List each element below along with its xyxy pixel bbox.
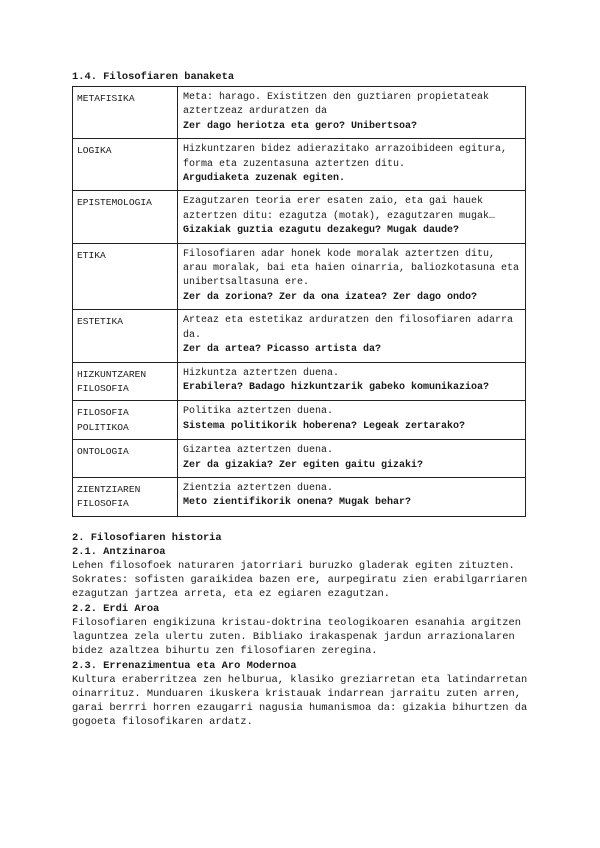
branch-name-cell: FILOSOFIA POLITIKOA [73, 401, 178, 440]
branch-question: Zer dago heriotza eta gero? Unibertsoa? [183, 120, 418, 132]
branches-table [72, 86, 526, 517]
history-section [72, 531, 528, 730]
table-row [73, 477, 526, 516]
branch-description: Hizkuntzaren bidez adierazitako arrazoibideen egitura, forma eta zuzentasuna aztertzen ditu. [183, 144, 508, 170]
branch-description: Arteaz eta estetikaz arduratzen den filosofiaren adarra da. [183, 315, 514, 341]
branch-question: Zer da gizakia? Zer egiten gaitu gizaki? [183, 459, 424, 471]
branch-description: Filosofiaren adar honek kode moralak aztertzen ditu, arau moralak, bai eta haien oinarria, baliozkotasuna eta unibertsaltasuna ere. [183, 248, 520, 289]
branch-description-cell [178, 243, 526, 310]
branch-description-cell [178, 191, 526, 243]
branch-name-cell: EPISTEMOLOGIA [73, 191, 178, 243]
branch-description-cell [178, 440, 526, 478]
history-title: 2. Filosofiaren historia [72, 531, 222, 544]
section-errenazimentua-title: 2.3. Errenazimentua eta Aro Modernoa [72, 659, 297, 672]
branch-question: Zer da artea? Picasso artista da? [183, 344, 382, 356]
table-row [73, 191, 526, 243]
erdi-aroa-paragraph: Filosofiaren engikizuna kristau-doktrina teologikoaren esanahia argitzen laguntzea zela ulertu zuten. Bibliako irakaspenak jardun arrazionalaren bidez azaltzea bihurtu zen filosofiaren zeregina. [72, 616, 521, 658]
table-title: 1.4. Filosofiaren banaketa [72, 71, 235, 83]
branch-description-cell [178, 362, 526, 401]
branch-question: Meto zientifikorik onena? Mugak behar? [183, 497, 412, 509]
table-row [73, 401, 526, 440]
branch-description-cell [178, 310, 526, 362]
branch-description: Ezagutzaren teoria erer esaten zaio, eta gai hauek aztertzen ditu: ezagutza (motak), ezagutzaren mugak… [183, 196, 496, 222]
branch-name-cell: ZIENTZIAREN FILOSOFIA [73, 477, 178, 516]
branch-question: Erabilera? Badago hizkuntzarik gabeko komunikazioa? [183, 381, 490, 393]
table-row [73, 310, 526, 362]
branch-description: Hizkuntza aztertzen duena. [183, 367, 340, 379]
branch-description: Zientzia aztertzen duena. [183, 482, 334, 494]
branch-description-cell [178, 477, 526, 516]
branch-description-cell [178, 401, 526, 440]
branch-question: Zer da zoriona? Zer da ona izatea? Zer dago ondo? [183, 291, 478, 303]
branch-name-cell: ETIKA [73, 243, 178, 310]
branch-description-cell [178, 87, 526, 139]
branch-description: Gizartea aztertzen duena. [183, 445, 334, 457]
branch-description: Politika aztertzen duena. [183, 406, 334, 418]
section-erdi-aroa-title: 2.2. Erdi Aroa [72, 602, 160, 615]
section-antzinaroa-title: 2.1. Antzinaroa [72, 545, 166, 558]
branch-question: Argudiaketa zuzenak egiten. [183, 173, 346, 185]
table-row [73, 243, 526, 310]
table-row [73, 440, 526, 478]
table-row [73, 362, 526, 401]
branch-name-cell: ESTETIKA [73, 310, 178, 362]
branch-name-cell: METAFISIKA [73, 87, 178, 139]
antzinaroa-paragraph-2: Sokrates: sofisten garaikidea bazen ere, aurpegiratu zien erabilgarriaren ezagutzan jartzea arreta, eta ez egiaren ezagutzan. [72, 574, 528, 601]
branch-question: Sistema politikorik hoberena? Legeak zertarako? [183, 420, 466, 432]
table-row [73, 87, 526, 139]
table-row [73, 139, 526, 191]
branch-description: Meta: harago. Existitzen den guztiaren propietateak aztertzeaz arduratzen da [183, 92, 490, 118]
antzinaroa-paragraph-1: Lehen filosofoek naturaren jatorriari buruzko gladerak egiten zituzten. [72, 559, 515, 572]
errenazimentua-paragraph: Kultura eraberritzea zen helburua, klasiko greziarretan eta latindarretan oinarrituz. Munduaren ikuskera kristauak indarrean jarraitu zuten arren, garai berrri horren ezaugarri nagusia humanismoa da: gizakia bihurtzen da gogoeta filosofikaren ardatz. [72, 673, 528, 729]
branch-name-cell: LOGIKA [73, 139, 178, 191]
branch-name-cell: HIZKUNTZAREN FILOSOFIA [73, 362, 178, 401]
branch-name-cell: ONTOLOGIA [73, 440, 178, 478]
branch-question: Gizakiak guztia ezagutu dezakegu? Mugak daude? [183, 225, 460, 237]
document-page [72, 70, 528, 730]
branch-description-cell [178, 139, 526, 191]
